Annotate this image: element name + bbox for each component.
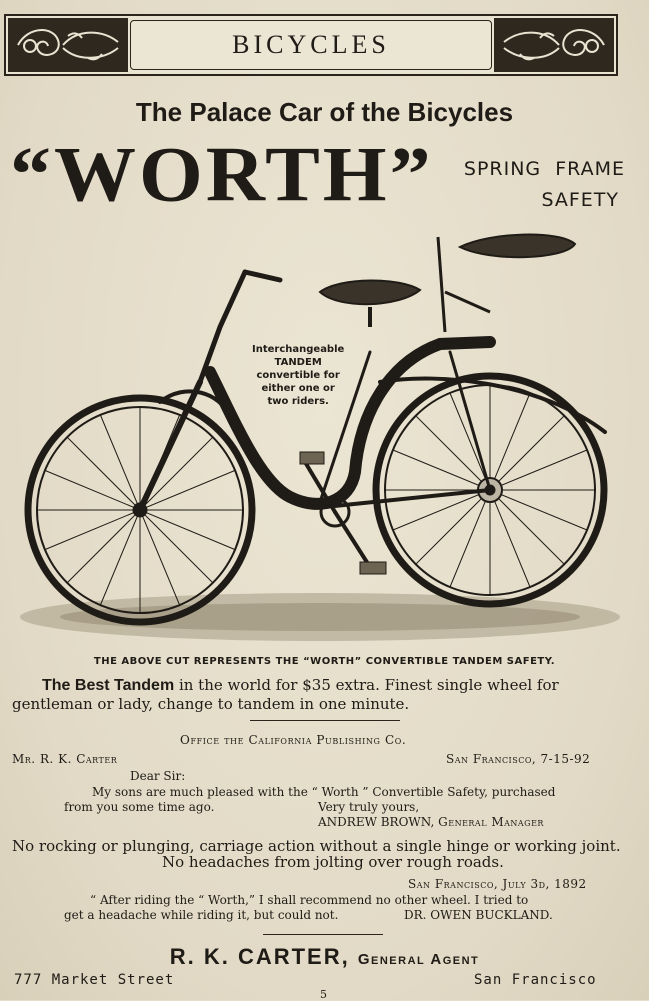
callout-line-4: either one or [261,383,335,394]
brand-name: “WORTH” [10,131,434,218]
scroll-ornament-right [494,18,614,72]
subtitle-line-2: SAFETY [541,189,619,211]
agent-name: R. K. CARTER, [169,944,350,969]
header-banner [4,14,618,76]
pitch-bold: The Best Tandem [42,677,175,694]
letter-signature [318,815,544,829]
letter-closing: Very truly yours, [318,800,420,814]
letter-body-line-2: from you some time ago. [64,800,215,814]
callout-line-2: TANDEM [274,357,322,368]
claim-line-1: No rocking or plunging, carriage action without a single hinge or working joint. [12,837,621,855]
divider-rule-2 [263,934,383,935]
divider-rule-1 [250,720,400,721]
claim-line-2: No headaches from jolting over rough roads. [162,853,504,871]
tandem-callout [252,343,344,408]
signature-title: General Manager [438,815,544,829]
agent-title: General Agent [357,951,480,968]
banner-title-panel [130,20,492,70]
callout-line-1: Interchangeable [252,344,345,355]
testimonial-signature: DR. OWEN BUCKLAND. [404,908,553,922]
letter-office-heading: Office the California Publishing Co. [180,733,407,747]
agent-line [0,944,649,970]
signature-name: ANDREW BROWN, [318,815,435,829]
testimonial-place-date: San Francisco, July 3d, 1892 [408,877,587,891]
callout-line-5: two riders. [267,396,329,407]
testimonial-line-1: “ After riding the “ Worth,” I shall recommend no other wheel. I tried to [90,893,529,907]
subtitle-line-1: SPRING FRAME [463,158,625,180]
callout-line-3: convertible for [256,370,340,381]
letter-salutation: Dear Sir: [130,769,186,783]
bicycle-illustration [20,232,630,652]
page-number: 5 [320,988,327,1001]
agent-address: 777 Market Street [14,972,175,988]
letter-place-date: San Francisco, 7-15-92 [446,752,591,766]
pitch-line-1: in the world for $35 extra. Finest single wheel for [174,676,559,694]
agent-city: San Francisco [474,972,597,988]
illustration-caption: THE ABOVE CUT REPRESENTS THE “WORTH” CONVERTIBLE TANDEM SAFETY. [93,656,556,667]
pitch-line-2: gentleman or lady, change to tandem in one minute. [12,695,410,713]
saddles [320,235,575,332]
letter-addressee: Mr. R. K. Carter [12,752,118,766]
pitch-paragraph [12,676,559,714]
tagline: The Palace Car of the Bicycles [135,97,514,127]
banner-title: BICYCLES [232,30,390,59]
product-subtitle [464,154,625,216]
scroll-ornament-left [8,18,128,72]
letter-body-line-1: My sons are much pleased with the “ Worth ” Convertible Safety, purchased [92,785,556,799]
testimonial-line-2: get a headache while riding it, but could not. [64,908,339,922]
